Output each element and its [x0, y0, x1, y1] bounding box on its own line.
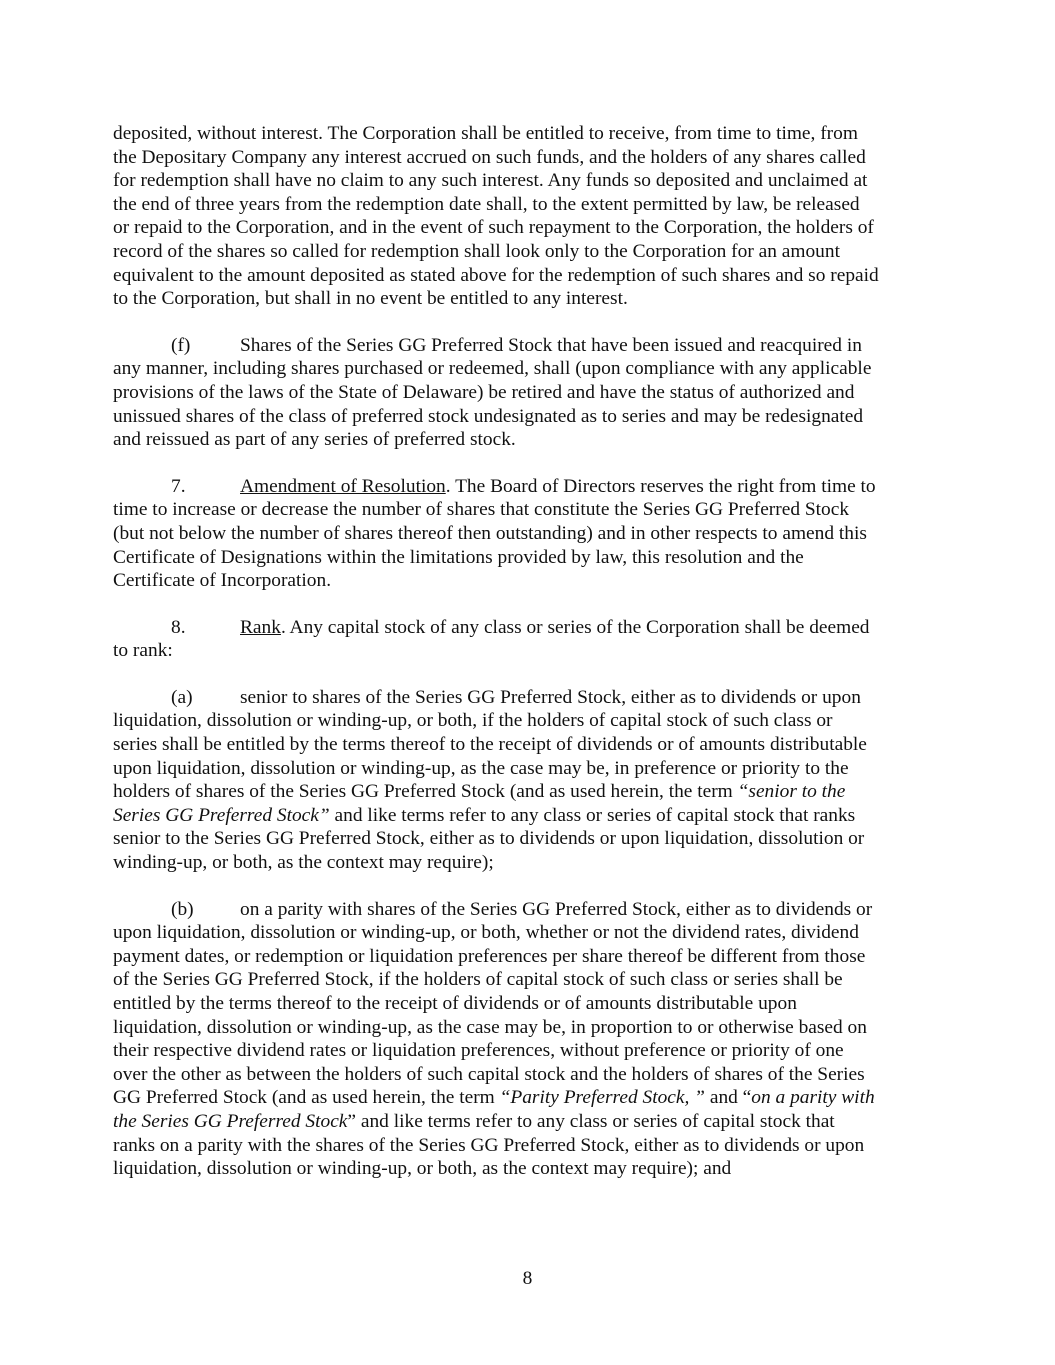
defined-term: the Series GG Preferred Stock [113, 1110, 348, 1132]
defined-term: on a parity with [751, 1087, 875, 1109]
text-line: winding-up, or both, as the context may require); [113, 852, 494, 874]
text-line [113, 898, 943, 922]
text-line: senior to the Series GG Preferred Stock, either as to dividends or upon liquidation, dissolution or [113, 828, 865, 850]
text-line [113, 616, 943, 640]
paragraph-b [113, 898, 943, 1181]
text-run: . The Board of Directors reserves the right from time to [445, 475, 876, 497]
text-line [113, 1110, 943, 1134]
section-heading: Rank [240, 616, 281, 638]
text-line: of the Series GG Preferred Stock, if the holders of capital stock of such class or series shall be [113, 969, 843, 991]
defined-term: “senior to the [737, 781, 846, 803]
text-line: (but not below the number of shares thereof then outstanding) and in other respects to amend this [113, 522, 867, 544]
text-line: Certificate of Designations within the limitations provided by law, this resolution and the [113, 546, 804, 568]
text-line: the end of three years from the redemption date shall, to the extent permitted by law, be released [113, 193, 860, 215]
text-run: on a parity with shares of the Series GG Preferred Stock, either as to dividends or [240, 898, 873, 920]
subsection-label: (a) [171, 686, 193, 708]
paragraph-7 [113, 475, 943, 593]
subsection-label: (b) [171, 898, 194, 920]
text-line: the Depositary Company any interest accrued on such funds, and the holders of any shares called [113, 146, 866, 168]
text-line: upon liquidation, dissolution or winding-up, as the case may be, in preference or priority to the [113, 757, 849, 779]
text-line: to rank: [113, 640, 173, 662]
text-line: series shall be entitled by the terms thereof to the receipt of dividends or of amounts distributable [113, 734, 867, 756]
paragraph-a [113, 686, 943, 875]
text-run: ” and like terms refer to any class or series of capital stock that [347, 1110, 835, 1132]
text-run: senior to shares of the Series GG Preferred Stock, either as to dividends or upon [240, 686, 861, 708]
text-line: or repaid to the Corporation, and in the event of such repayment to the Corporation, the holders of [113, 217, 874, 239]
text-run: and “ [704, 1087, 752, 1109]
paragraph-continued [113, 122, 943, 311]
text-line: ranks on a parity with the shares of the Series GG Preferred Stock, either as to dividends or upon [113, 1134, 865, 1156]
text-line: equivalent to the amount deposited as stated above for the redemption of such shares and so repaid [113, 264, 879, 286]
page-number: 8 [522, 1268, 533, 1289]
defined-term: Series GG Preferred Stock” [113, 804, 330, 826]
text-line: unissued shares of the class of preferred stock undesignated as to series and may be redesignated [113, 405, 864, 427]
text-line: and reissued as part of any series of preferred stock. [113, 429, 516, 451]
text-line: liquidation, dissolution or winding-up, or both, if the holders of capital stock of such class or [113, 710, 833, 732]
text-line [113, 686, 943, 710]
text-line: to the Corporation, but shall in no event be entitled to any interest. [113, 288, 628, 310]
subsection-label: (f) [171, 334, 191, 356]
section-heading: Amendment of Resolution [240, 475, 446, 497]
text-run: Shares of the Series GG Preferred Stock that have been issued and reacquired in [240, 334, 862, 356]
defined-term: “Parity Preferred Stock, ” [499, 1087, 705, 1109]
text-line [113, 334, 943, 358]
text-line [113, 475, 943, 499]
text-run: GG Preferred Stock (and as used herein, the term [113, 1087, 500, 1109]
text-run: and like terms refer to any class or series of capital stock that ranks [329, 804, 856, 826]
text-line: time to increase or decrease the number of shares that constitute the Series GG Preferred Stock [113, 499, 850, 521]
text-line: over the other as between the holders of such capital stock and the holders of shares of the Series [113, 1063, 865, 1085]
text-run: . Any capital stock of any class or series of the Corporation shall be deemed [280, 616, 870, 638]
text-line [113, 1086, 943, 1110]
text-line [113, 804, 943, 828]
text-line: record of the shares so called for redemption shall look only to the Corporation for an amount [113, 240, 840, 262]
text-line: provisions of the laws of the State of Delaware) be retired and have the status of authorized and [113, 381, 855, 403]
text-line: upon liquidation, dissolution or winding-up, or both, whether or not the dividend rates, dividend [113, 922, 859, 944]
text-line: deposited, without interest. The Corporation shall be entitled to receive, from time to time, from [113, 123, 858, 144]
text-line: for redemption shall have no claim to any such interest. Any funds so deposited and unclaimed at [113, 170, 868, 192]
section-number: 7. [171, 475, 186, 497]
text-line: liquidation, dissolution or winding-up, or both, as the context may require); and [113, 1158, 732, 1180]
text-line: their respective dividend rates or liquidation preferences, without preference or priority of one [113, 1040, 844, 1062]
paragraph-f [113, 334, 943, 452]
text-line: entitled by the terms thereof to the receipt of dividends or of amounts distributable upon [113, 993, 797, 1014]
text-line: liquidation, dissolution or winding-up, as the case may be, in proportion to or otherwise based on [113, 1016, 867, 1038]
text-line [113, 780, 943, 804]
text-run: holders of shares of the Series GG Preferred Stock (and as used herein, the term [113, 781, 738, 803]
text-line: payment dates, or redemption or liquidation preferences per share thereof be different from those [113, 945, 866, 967]
section-number: 8. [171, 616, 186, 638]
document-page [113, 122, 943, 1204]
text-line: any manner, including shares purchased or redeemed, shall (upon compliance with any applicable [113, 358, 872, 380]
paragraph-8 [113, 616, 943, 663]
text-line: Certificate of Incorporation. [113, 570, 332, 592]
